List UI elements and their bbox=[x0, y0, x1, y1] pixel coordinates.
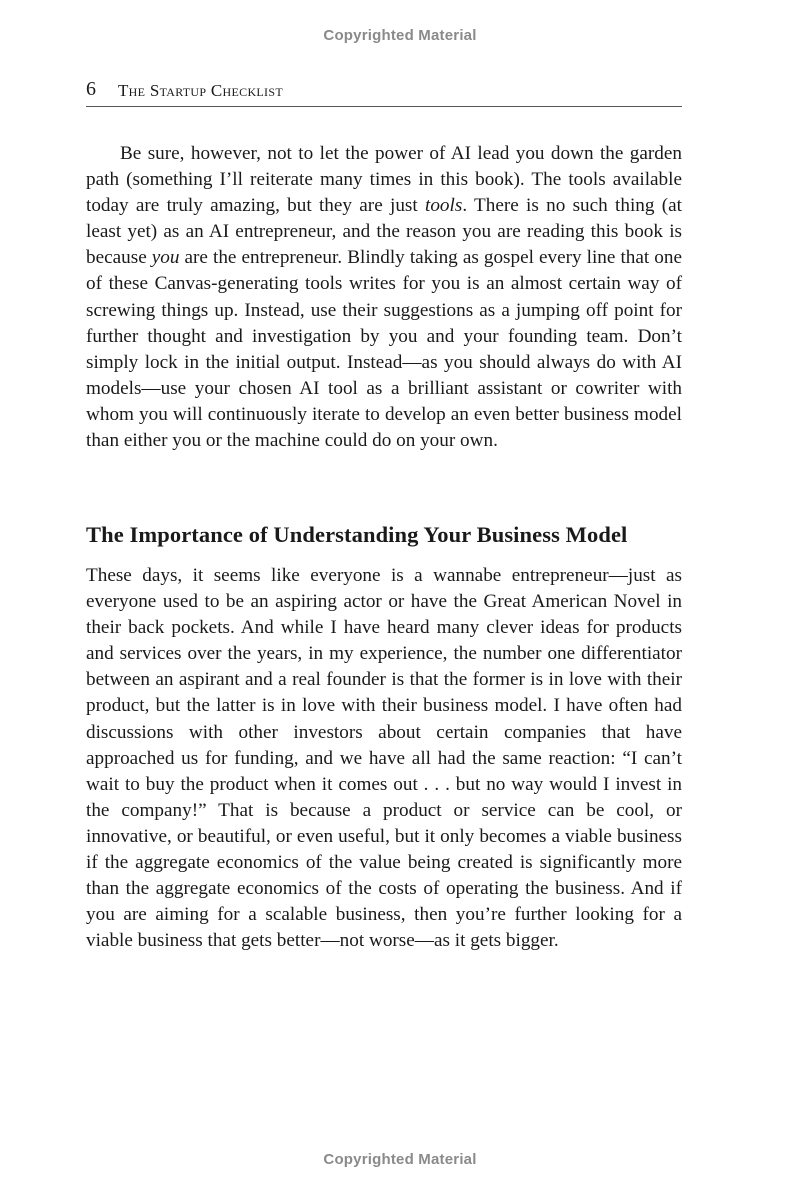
book-title: The Startup Checklist bbox=[118, 81, 283, 100]
copyright-watermark-top: Copyrighted Material bbox=[323, 27, 477, 44]
body-paragraph: These days, it seems like everyone is a wannabe entrepreneur—just as everyone used to be an aspiring actor or have the Great American Novel in their back pockets. And while I have heard many clever ideas for products and services over the years, in my experience, the number one differentiator between an aspirant and a real founder is that the former is in love with their product, but the latter is in love with their business model. I have often had discussions with other investors about certain companies that have approached us for funding, and we have all had the same reaction: “I can’t wait to buy the product when it comes out . . . but no way would I invest in the company!” That is because a product or service can be cool, or innovative, or beautiful, or even useful, but it only becomes a viable business if the aggregate economics of the value being created is significantly more than the aggregate economics of the costs of operating the business. And if you are aiming for a scalable business, then you’re further looking for a viable business that gets better—not worse—as it gets bigger. bbox=[86, 565, 682, 952]
page-number: 6 bbox=[86, 78, 96, 100]
section-heading: The Importance of Understanding Your Business Model bbox=[86, 522, 628, 547]
paragraph-text: Be sure, however, not to let the power of AI lead you down the garden path (something I’ll reiterate many times in this book). The tools available today are truly amazing, but they are just bbox=[86, 143, 682, 217]
paragraph-text: are the entrepreneur. Blindly taking as gospel every line that one of these Canvas-generating tools writes for you is an almost certain way of screwing things up. Instead, use their suggestions as a jumping off point for further thought and investigation by you and your founding team. Don’t simply lock in the initial output. Instead—as you should always do with AI models—use your chosen AI tool as a brilliant assistant or cowriter with whom you will continuously iterate to develop an even better business model than either you or the machine could do on your own. bbox=[86, 247, 682, 452]
running-header bbox=[86, 76, 682, 107]
emphasis-text: you bbox=[151, 247, 180, 269]
copyright-watermark-bottom: Copyrighted Material bbox=[323, 1151, 477, 1168]
body-paragraph bbox=[86, 141, 682, 454]
emphasis-text: tools bbox=[424, 195, 463, 217]
paragraph-text: . There is no such thing (at least yet) as an AI entrepreneur, and the reason you are reading this book is because bbox=[86, 195, 682, 269]
